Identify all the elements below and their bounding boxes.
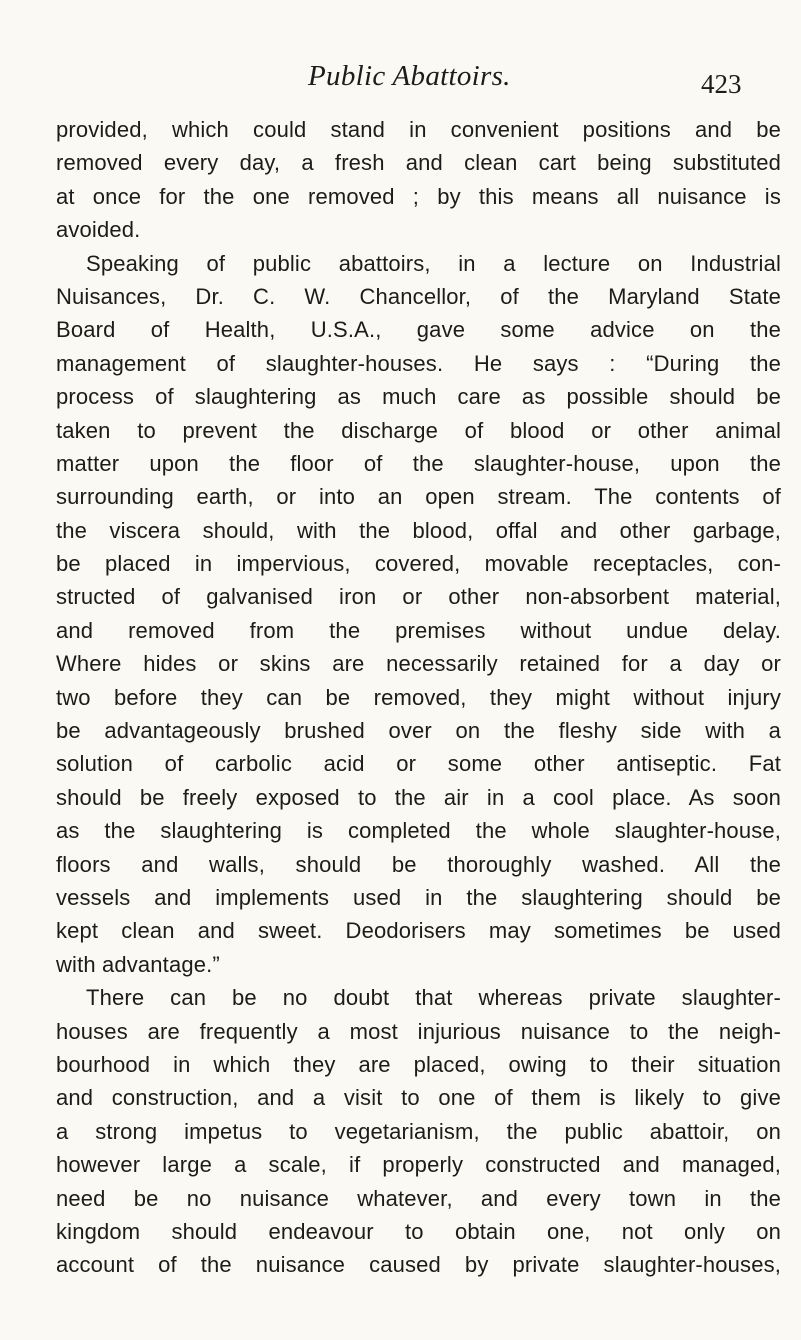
text-line: process of slaughtering as much care as possible should be [56,384,781,410]
text-line: be advantageously brushed over on the fleshy side with a [56,718,781,744]
text-line: removed every day, a fresh and clean cart being substituted [56,150,781,176]
text-line: kept clean and sweet. Deodorisers may sometimes be used [56,918,781,944]
running-head [0,58,801,98]
text-line: the viscera should, with the blood, offal and other garbage, [56,517,781,543]
text-line: management of slaughter-houses. He says : “During the [56,350,781,376]
text-line: be placed in impervious, covered, movable receptacles, con- [56,551,781,577]
text-line: account of the nuisance caused by private slaughter-houses, [56,1252,781,1278]
text-line: Where hides or skins are necessarily retained for a day or [56,651,781,677]
text-line: Nuisances, Dr. C. W. Chancellor, of the Maryland State [56,283,781,309]
text-line: two before they can be removed, they might without injury [56,684,781,710]
text-line: matter upon the floor of the slaughter-house, upon the [56,450,781,476]
text-line: vessels and implements used in the slaughtering should be [56,884,781,910]
text-line: at once for the one removed ; by this means all nuisance is [56,183,781,209]
text-line: avoided. [56,217,141,243]
text-line: surrounding earth, or into an open stream. The contents of [56,484,781,510]
text-line: structed of galvanised iron or other non-absorbent material, [56,584,781,610]
body-text [56,113,781,1282]
text-line: a strong impetus to vegetarianism, the public abattoir, on [56,1118,781,1144]
text-line: provided, which could stand in convenient positions and be [56,117,781,142]
text-line: and removed from the premises without undue delay. [56,617,781,643]
text-line: There can be no doubt that whereas private slaughter- [86,985,781,1011]
text-line: houses are frequently a most injurious nuisance to the neigh- [56,1018,781,1044]
text-line: as the slaughtering is completed the whole slaughter-house, [56,818,781,844]
text-line: Speaking of public abattoirs, in a lecture on Industrial [86,250,781,276]
text-line: with advantage.” [56,951,220,977]
text-line: taken to prevent the discharge of blood or other animal [56,417,781,443]
text-line: need be no nuisance whatever, and every town in the [56,1185,781,1211]
text-line: kingdom should endeavour to obtain one, not only on [56,1218,781,1244]
text-line: and construction, and a visit to one of them is likely to give [56,1085,781,1111]
text-line: should be freely exposed to the air in a cool place. As soon [56,784,781,810]
text-line: bourhood in which they are placed, owing to their situation [56,1051,781,1077]
text-line: Board of Health, U.S.A., gave some advice on the [56,317,781,343]
text-line: however large a scale, if properly constructed and managed, [56,1152,781,1178]
text-line: solution of carbolic acid or some other antiseptic. Fat [56,751,781,777]
running-title: Public Abattoirs. [308,60,511,92]
page-number: 423 [701,69,742,99]
text-line: floors and walls, should be thoroughly washed. All the [56,851,781,877]
